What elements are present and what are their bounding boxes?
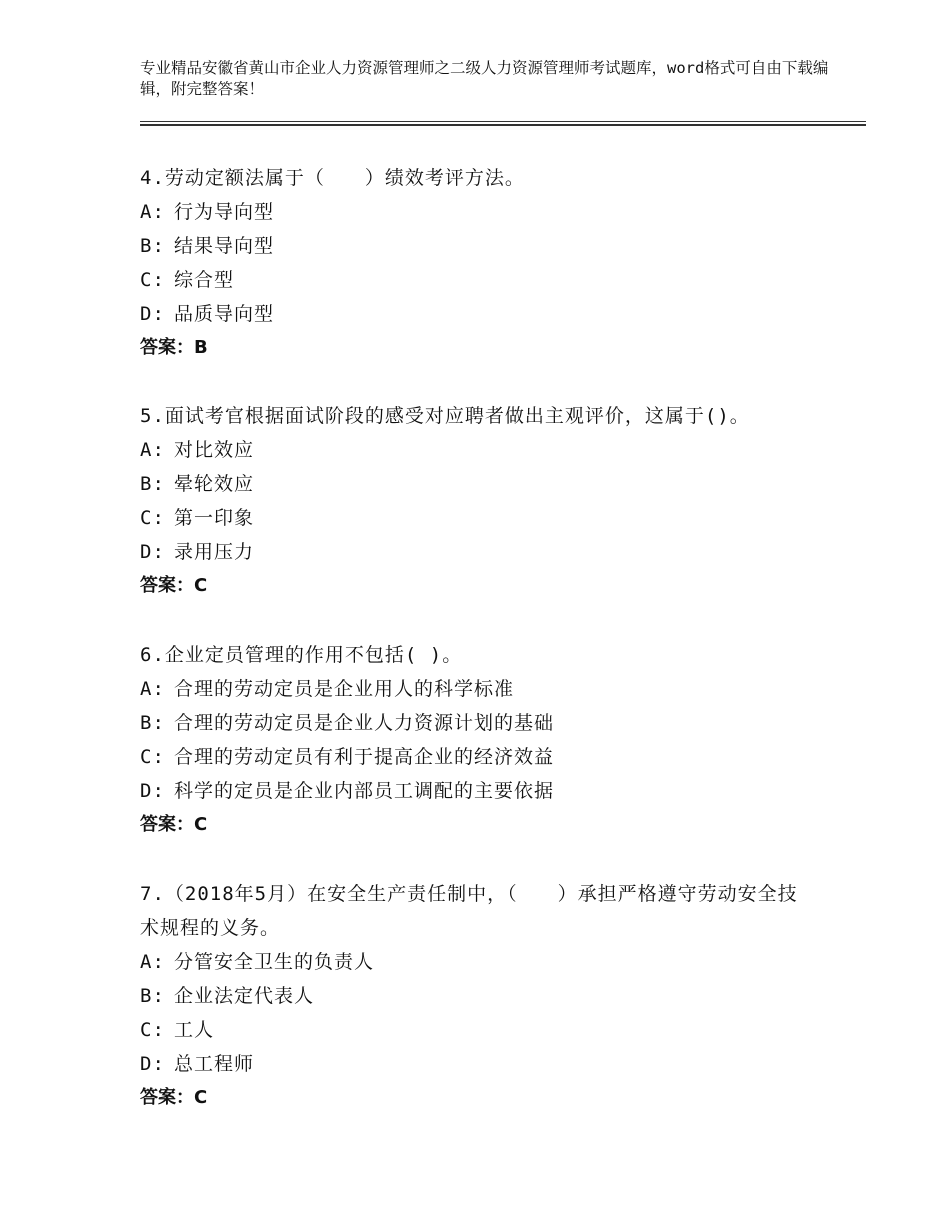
option-key: B: xyxy=(140,985,165,1007)
option-key: C: xyxy=(140,746,165,768)
option-key: A: xyxy=(140,201,165,223)
option-key: B: xyxy=(140,235,165,257)
document-header: 专业精品安徽省黄山市企业人力资源管理师之二级人力资源管理师考试题库，word格式可自由下载编辑，附完整答案！ xyxy=(140,59,829,98)
option-text: 晕轮效应 xyxy=(174,473,255,495)
option-text: 结果导向型 xyxy=(174,235,275,257)
option-key: B: xyxy=(140,712,165,734)
question-block xyxy=(140,877,800,1115)
option-key: D: xyxy=(140,541,165,563)
option-c xyxy=(140,740,820,774)
option-key: A: xyxy=(140,439,165,461)
option-text: 工人 xyxy=(174,1019,215,1041)
option-text: 录用压力 xyxy=(174,541,255,563)
option-b xyxy=(140,979,800,1013)
answer-label: 答案：C xyxy=(140,575,208,596)
question-block xyxy=(140,161,820,365)
option-key: C: xyxy=(140,269,165,291)
option-b xyxy=(140,706,820,740)
option-text: 行为导向型 xyxy=(174,201,275,223)
option-text: 对比效应 xyxy=(174,439,255,461)
option-text: 企业法定代表人 xyxy=(174,985,315,1007)
option-b xyxy=(140,229,820,263)
option-key: D: xyxy=(140,303,165,325)
option-a xyxy=(140,672,820,706)
option-c xyxy=(140,1013,800,1047)
option-d xyxy=(140,774,820,808)
option-text: 科学的定员是企业内部员工调配的主要依据 xyxy=(174,780,555,802)
option-d xyxy=(140,535,820,569)
option-d xyxy=(140,297,820,331)
option-text: 总工程师 xyxy=(174,1053,255,1075)
question-block xyxy=(140,638,820,842)
question-stem: 7.（2018年5月）在安全生产责任制中，（ ）承担严格遵守劳动安全技术规程的义务。 xyxy=(140,883,798,939)
option-text: 综合型 xyxy=(174,269,235,291)
option-key: A: xyxy=(140,678,165,700)
option-text: 第一印象 xyxy=(174,507,255,529)
option-a xyxy=(140,945,800,979)
question-stem: 5.面试考官根据面试阶段的感受对应聘者做出主观评价，这属于()。 xyxy=(140,405,750,427)
option-c xyxy=(140,501,820,535)
option-b xyxy=(140,467,820,501)
answer-label: 答案：C xyxy=(140,814,208,835)
question-stem: 4.劳动定额法属于（ ）绩效考评方法。 xyxy=(140,167,525,189)
option-a xyxy=(140,433,820,467)
option-text: 合理的劳动定员是企业用人的科学标准 xyxy=(174,678,515,700)
option-a xyxy=(140,195,820,229)
option-text: 合理的劳动定员有利于提高企业的经济效益 xyxy=(174,746,555,768)
question-block xyxy=(140,399,820,603)
option-text: 品质导向型 xyxy=(174,303,275,325)
option-key: D: xyxy=(140,1053,165,1075)
option-key: A: xyxy=(140,951,165,973)
option-key: C: xyxy=(140,1019,165,1041)
option-key: D: xyxy=(140,780,165,802)
option-text: 合理的劳动定员是企业人力资源计划的基础 xyxy=(174,712,555,734)
header-divider-thick xyxy=(140,124,866,126)
option-d xyxy=(140,1047,800,1081)
answer-label: 答案：C xyxy=(140,1087,208,1108)
option-key: C: xyxy=(140,507,165,529)
question-stem: 6.企业定员管理的作用不包括( )。 xyxy=(140,644,463,666)
header-divider-thin xyxy=(140,121,866,122)
answer-label: 答案：B xyxy=(140,337,208,358)
option-c xyxy=(140,263,820,297)
option-text: 分管安全卫生的负责人 xyxy=(174,951,375,973)
option-key: B: xyxy=(140,473,165,495)
